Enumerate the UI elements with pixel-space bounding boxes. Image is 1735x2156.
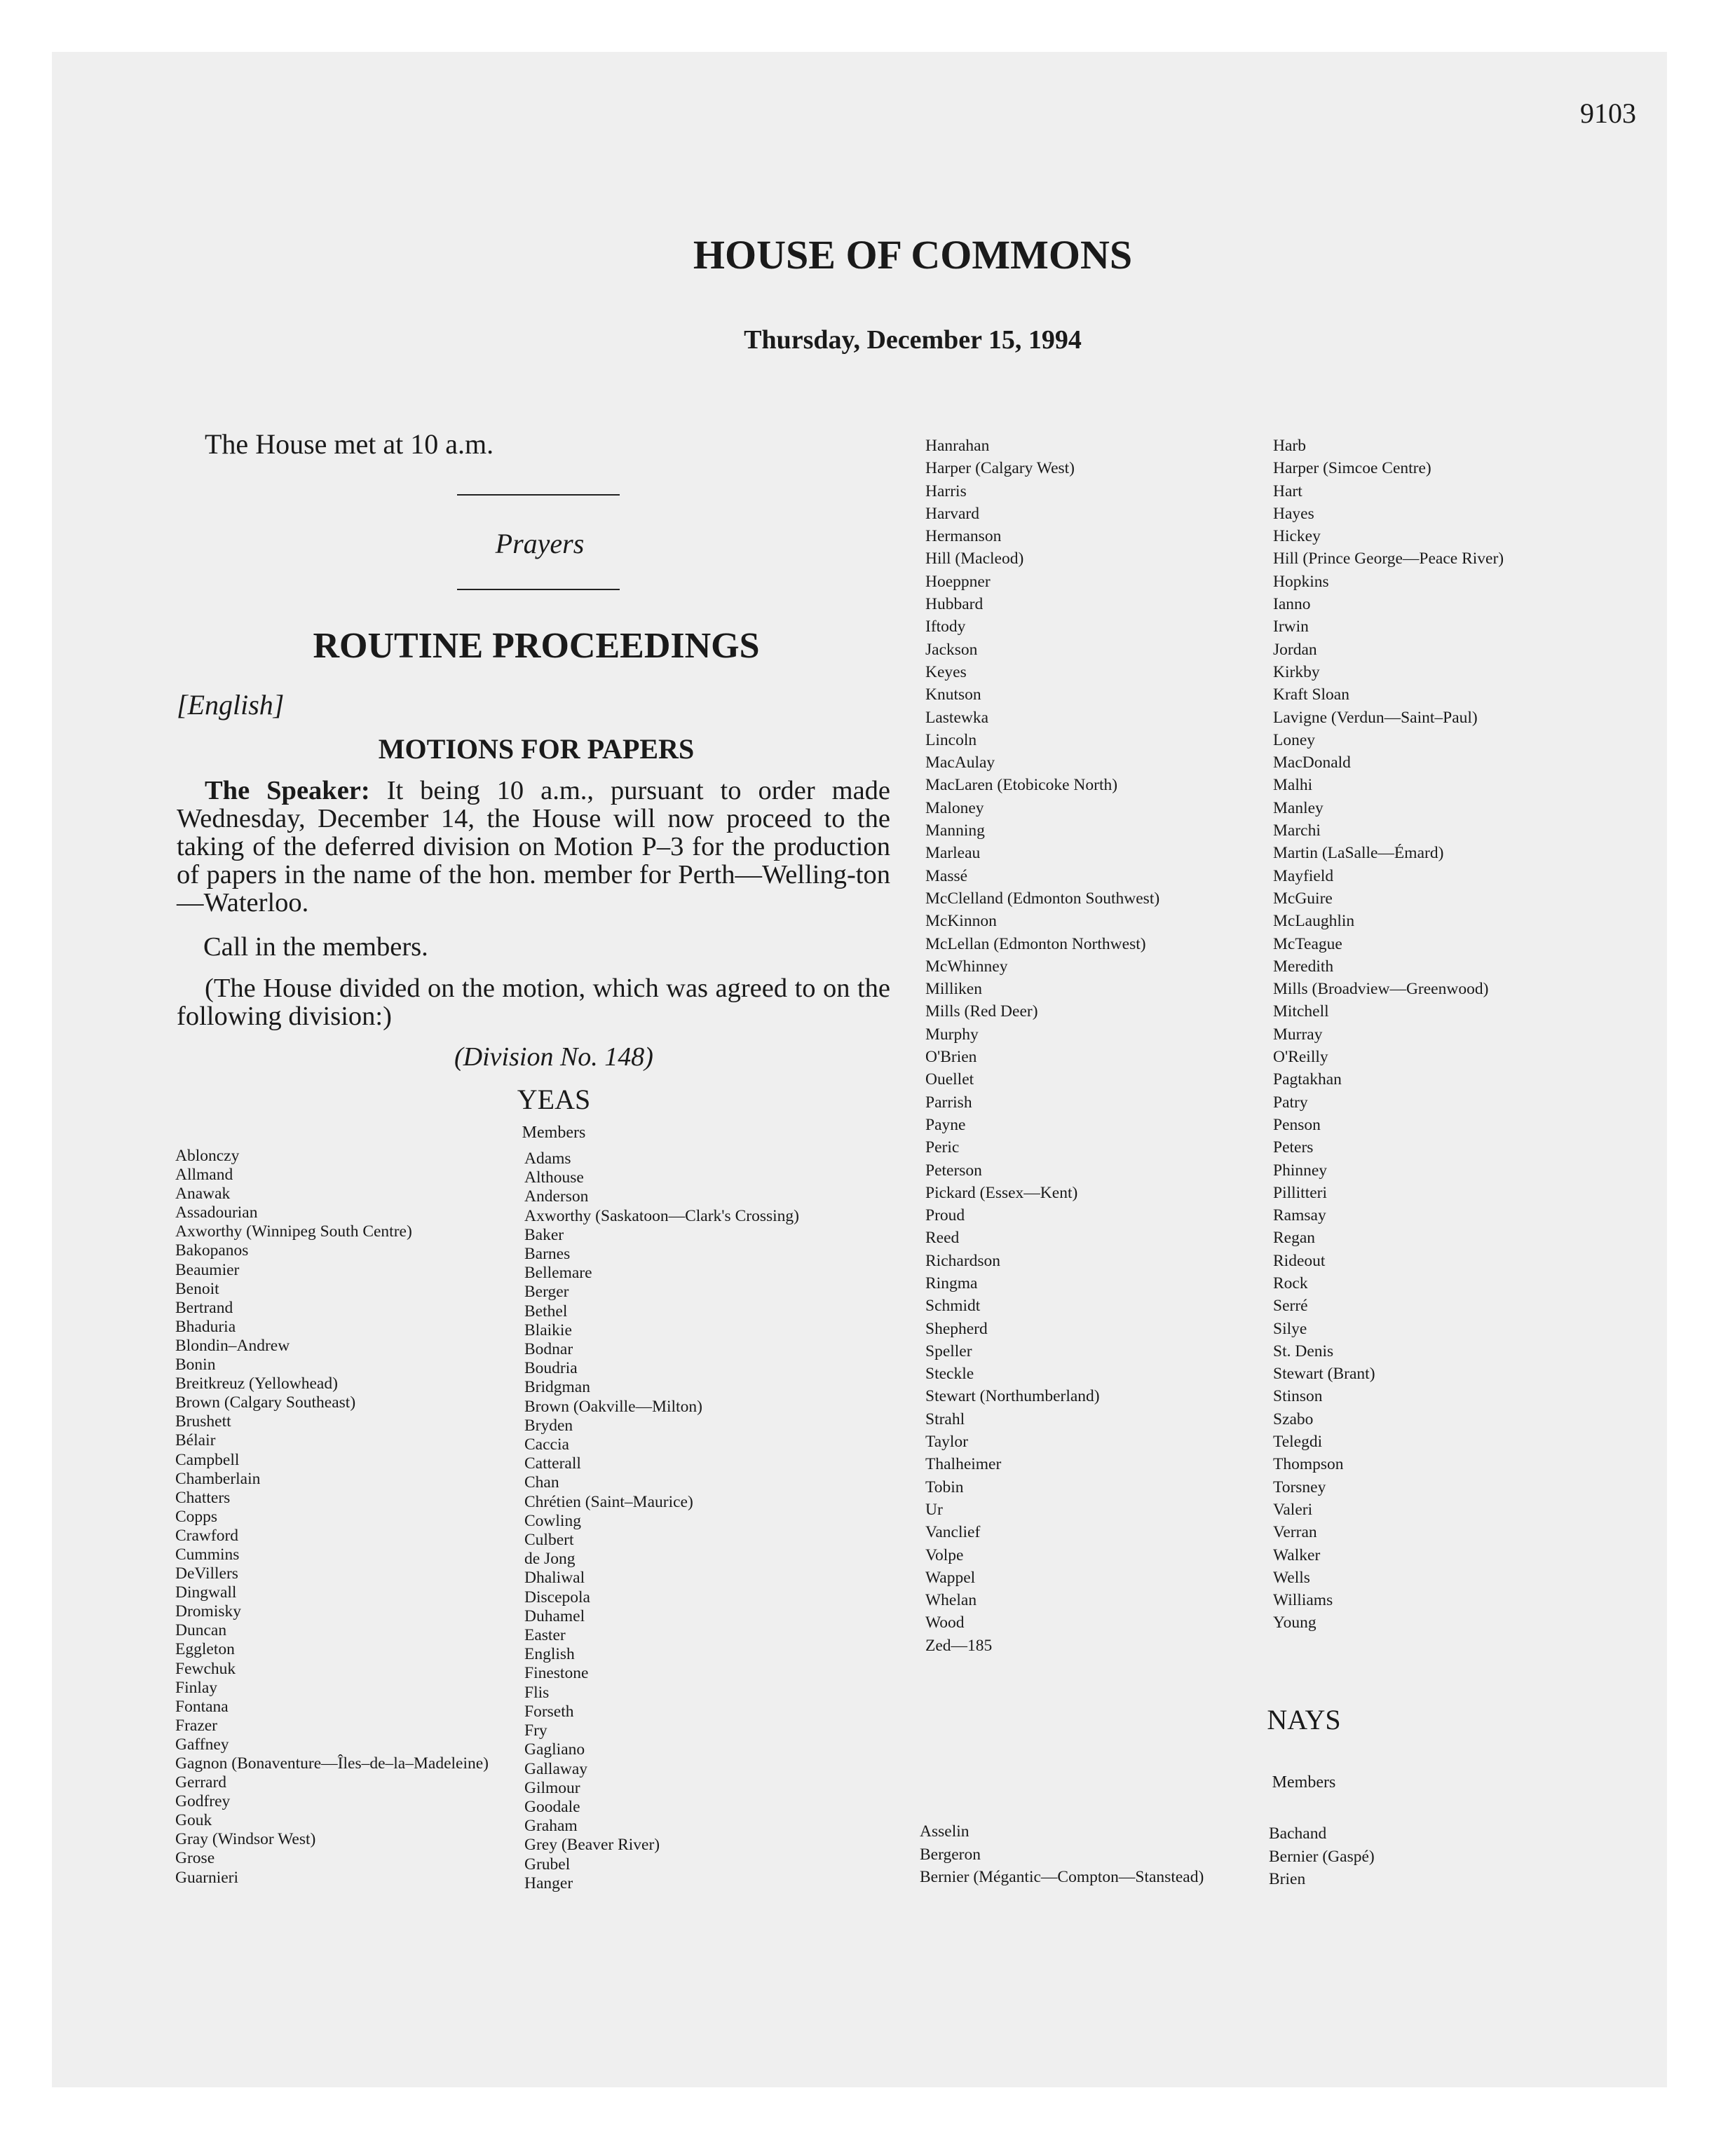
member-name: MacLaren (Etobicoke North) [925,776,1118,795]
member-name: Lastewka [925,708,989,727]
member-name: Benoit [175,1279,219,1298]
member-name: Irwin [1273,618,1309,636]
member-name: Kraft Sloan [1273,685,1349,704]
member-name: Catterall [524,1454,581,1473]
member-name: Ur [925,1500,943,1519]
member-name: Marleau [925,844,981,863]
member-name: Lavigne (Verdun—Saint–Paul) [1273,708,1478,727]
member-name: Stinson [1273,1387,1323,1406]
page-number: 9103 [1580,97,1636,129]
member-name: Hill (Prince George—Peace River) [1273,550,1504,568]
member-name: Finlay [175,1678,218,1697]
member-name: Cowling [524,1511,581,1530]
member-name: Rock [1273,1274,1308,1292]
member-name: Hayes [1273,504,1314,523]
member-name: Kirkby [1273,662,1320,681]
member-name: MacDonald [1273,753,1351,772]
yeas-column-2 [524,1149,799,1893]
motions-heading: MOTIONS FOR PAPERS [378,733,695,765]
member-name: St. Denis [1273,1342,1334,1360]
member-name: Serré [1273,1297,1308,1316]
member-name: Duncan [175,1621,227,1640]
member-name: Easter [524,1626,566,1645]
member-name: Culbert [524,1531,574,1550]
member-name: Eggleton [175,1640,235,1659]
language-tag: [English] [177,689,285,721]
member-name: Ouellet [925,1070,974,1089]
member-name: Baker [524,1225,564,1244]
member-name: Williams [1273,1591,1333,1610]
member-name: Crawford [175,1526,239,1545]
member-name: Gilmour [524,1778,580,1797]
member-name: Gagliano [524,1740,585,1759]
member-name: Thompson [1273,1455,1344,1474]
yeas-members-label: Members [522,1124,586,1142]
divider-rule [457,589,620,590]
member-name: Anawak [175,1185,231,1203]
member-name: Taylor [925,1433,968,1452]
member-name: Ringma [925,1274,978,1292]
member-name: Hopkins [1273,572,1329,591]
member-name: Brown (Oakville—Milton) [524,1397,702,1416]
member-name: Wells [1273,1568,1310,1587]
member-name: Discepola [524,1588,590,1606]
member-name: Allmand [175,1166,233,1185]
member-name: Malhi [1273,776,1313,795]
member-name: McClelland (Edmonton Southwest) [925,889,1160,908]
member-name: Hickey [1273,527,1321,546]
member-name: Brien [1269,1870,1306,1888]
member-name: Telegdi [1273,1433,1323,1452]
member-name: Forseth [524,1702,574,1721]
member-name: Thalheimer [925,1455,1002,1474]
member-name: McKinnon [925,912,997,931]
member-name: Ramsay [1273,1206,1326,1225]
member-name: Jordan [1273,640,1317,659]
member-name: McWhinney [925,957,1008,976]
house-met-text: The House met at 10 a.m. [205,428,494,460]
member-name: English [524,1645,575,1664]
member-name: Schmidt [925,1297,981,1316]
member-name: Campbell [175,1450,240,1469]
member-name: Gerrard [175,1773,227,1792]
member-name: Assadourian [175,1203,258,1222]
member-name: Goodale [524,1797,580,1816]
member-name: Murphy [925,1025,979,1044]
member-name: Caccia [524,1435,569,1454]
member-name: Blaikie [524,1321,572,1339]
division-number: (Division No. 148) [454,1042,653,1072]
member-name: Dhaliwal [524,1569,585,1588]
member-name: Fry [524,1721,547,1740]
document-title: HOUSE OF COMMONS [693,232,1133,278]
member-name: Fontana [175,1697,229,1716]
member-name: Bachand [1269,1824,1327,1843]
member-name: Speller [925,1342,972,1360]
member-name: Duhamel [524,1606,585,1625]
member-name: Mills (Red Deer) [925,1002,1038,1021]
member-name: Steckle [925,1365,974,1384]
member-name: Walker [1273,1546,1321,1564]
member-name: Martin (LaSalle—Émard) [1273,844,1444,863]
member-name: Bridgman [524,1378,590,1397]
member-name: Finestone [524,1664,589,1683]
member-name: Bélair [175,1431,216,1450]
member-name: Gagnon (Bonaventure—Îles–de–la–Madeleine) [175,1754,489,1773]
member-name: Bernier (Gaspé) [1269,1847,1375,1866]
member-name: O'Brien [925,1048,977,1067]
yeas-column-1 [175,1147,489,1888]
member-name: Pagtakhan [1273,1070,1342,1089]
house-divided-text: (The House divided on the motion, which was agreed to on the following division:) [177,974,890,1031]
member-name: O'Reilly [1273,1048,1328,1067]
member-name: Harb [1273,437,1306,455]
member-name: Guarnieri [175,1868,239,1887]
divider-rule [457,494,620,496]
yeas-heading: YEAS [517,1084,591,1115]
nays-heading: NAYS [1267,1704,1341,1735]
member-name: Cummins [175,1545,240,1564]
member-name: Volpe [925,1546,964,1564]
member-name: Chan [524,1473,559,1492]
member-name: Gray (Windsor West) [175,1830,316,1849]
member-name: Hoeppner [925,572,991,591]
member-name: Chamberlain [175,1469,261,1488]
member-name: Strahl [925,1410,965,1428]
call-in-text: Call in the members. [203,932,428,962]
member-name: Berger [524,1283,569,1302]
member-name: Flis [524,1683,550,1702]
member-name: Bodnar [524,1340,573,1359]
speaker-paragraph [177,777,890,917]
member-name: Anderson [524,1187,589,1206]
member-name: Harris [925,482,967,500]
member-name: Boudria [524,1359,578,1378]
routine-proceedings-heading: ROUTINE PROCEEDINGS [313,626,760,666]
member-name: DeVillers [175,1564,238,1583]
member-name: Meredith [1273,957,1334,976]
speaker-label: The Speaker: [205,776,370,805]
member-name: Grubel [524,1855,571,1874]
member-name: Breitkreuz (Yellowhead) [175,1374,338,1393]
nays-column-1 [920,1820,1204,1889]
member-name: Grey (Beaver River) [524,1836,660,1855]
member-name: Hermanson [925,527,1002,546]
member-name: Godfrey [175,1792,231,1811]
member-name: Shepherd [925,1319,988,1338]
member-name: Silye [1273,1319,1307,1338]
member-name: McGuire [1273,889,1333,908]
member-name: Regan [1273,1229,1316,1248]
member-name: Harper (Simcoe Centre) [1273,459,1431,478]
member-name: Dromisky [175,1602,241,1621]
member-name: Bryden [524,1416,573,1435]
member-name: Bhaduria [175,1317,236,1336]
member-name: Bergeron [920,1845,981,1864]
member-name: Bernier (Mégantic—Compton—Stanstead) [920,1868,1204,1886]
member-name: Marchi [1273,821,1321,840]
member-name: Graham [524,1817,578,1836]
member-name: Payne [925,1115,966,1134]
member-name: Ablonczy [175,1147,240,1165]
member-name: Harper (Calgary West) [925,459,1075,478]
nays-members-label: Members [1272,1773,1336,1792]
speaker-text: It being 10 a.m., pursuant to order made Wednesday, December 14, the House will now proceed to the taking of the deferred division on Motion P–3 for the production of papers in the name of the hon. member for Perth—Welling-ton—Waterloo. [177,776,891,917]
member-name: Vanclief [925,1523,981,1542]
member-name: Parrish [925,1093,972,1112]
member-name: Chatters [175,1488,231,1507]
member-name: Whelan [925,1591,977,1610]
member-name: Maloney [925,798,984,817]
member-name: Gallaway [524,1759,588,1778]
member-name: Althouse [524,1168,584,1187]
member-name: Penson [1273,1115,1321,1134]
member-name: Young [1273,1613,1316,1632]
member-name: Dingwall [175,1583,237,1602]
member-name: Barnes [524,1245,571,1264]
member-name: Jackson [925,640,978,659]
member-name: Grose [175,1849,215,1868]
member-name: Stewart (Brant) [1273,1365,1375,1384]
member-name: Milliken [925,980,982,999]
member-name: Peters [1273,1138,1314,1157]
member-name: Mayfield [1273,866,1334,885]
member-name: Proud [925,1206,965,1225]
member-name: Pickard (Essex—Kent) [925,1183,1078,1202]
sitting-date: Thursday, December 15, 1994 [744,325,1082,355]
member-name: Bethel [524,1302,568,1321]
member-name: Rideout [1273,1251,1326,1270]
member-name: Tobin [925,1478,964,1496]
member-name: Beaumier [175,1260,240,1279]
member-name: Gaffney [175,1735,229,1754]
yeas-column-4 [1273,435,1504,1635]
member-name: de Jong [524,1550,576,1569]
member-name: Bonin [175,1356,216,1374]
prayers-heading: Prayers [495,528,585,559]
member-name: Phinney [1273,1161,1328,1180]
member-name: Ianno [1273,595,1311,614]
member-name: McLaughlin [1273,912,1355,931]
member-name: Murray [1273,1025,1323,1044]
member-name: Patry [1273,1093,1308,1112]
member-name: Brown (Calgary Southeast) [175,1393,356,1412]
member-name: Zed—185 [925,1636,993,1655]
member-name: Massé [925,866,968,885]
member-name: Hanrahan [925,437,990,455]
member-name: McTeague [1273,934,1342,953]
member-name: Peric [925,1138,960,1157]
member-name: Knutson [925,685,981,704]
member-name: Axworthy (Saskatoon—Clark's Crossing) [524,1206,799,1225]
member-name: Hanger [524,1874,573,1892]
member-name: Manley [1273,798,1324,817]
member-name: Chrétien (Saint–Maurice) [524,1492,693,1511]
yeas-column-3 [925,435,1159,1657]
member-name: Manning [925,821,985,840]
member-name: Fewchuk [175,1659,236,1678]
member-name: Asselin [920,1822,969,1841]
member-name: Bellemare [524,1264,592,1283]
nays-column-2 [1269,1822,1375,1891]
member-name: Bertrand [175,1298,233,1317]
member-name: Szabo [1273,1410,1314,1428]
member-name: Bakopanos [175,1241,249,1260]
member-name: Adams [524,1149,571,1168]
member-name: McLellan (Edmonton Northwest) [925,934,1146,953]
member-name: Hart [1273,482,1302,500]
member-name: Lincoln [925,730,977,749]
member-name: Reed [925,1229,960,1248]
member-name: Valeri [1273,1500,1313,1519]
member-name: Richardson [925,1251,1001,1270]
member-name: Frazer [175,1716,218,1735]
member-name: Loney [1273,730,1316,749]
member-name: Verran [1273,1523,1317,1542]
member-name: Brushett [175,1412,231,1431]
member-name: Pillitteri [1273,1183,1328,1202]
member-name: Hill (Macleod) [925,550,1024,568]
member-name: Hubbard [925,595,984,614]
member-name: Mitchell [1273,1002,1329,1021]
member-name: Wappel [925,1568,976,1587]
member-name: Copps [175,1507,218,1526]
member-name: Blondin–Andrew [175,1336,290,1355]
member-name: Wood [925,1613,965,1632]
member-name: Torsney [1273,1478,1326,1496]
member-name: Stewart (Northumberland) [925,1387,1100,1406]
member-name: Axworthy (Winnipeg South Centre) [175,1222,412,1241]
member-name: Keyes [925,662,967,681]
member-name: Iftody [925,618,966,636]
member-name: Harvard [925,504,979,523]
member-name: Mills (Broadview—Greenwood) [1273,980,1489,999]
member-name: Gouk [175,1811,212,1830]
member-name: MacAulay [925,753,995,772]
member-name: Peterson [925,1161,982,1180]
